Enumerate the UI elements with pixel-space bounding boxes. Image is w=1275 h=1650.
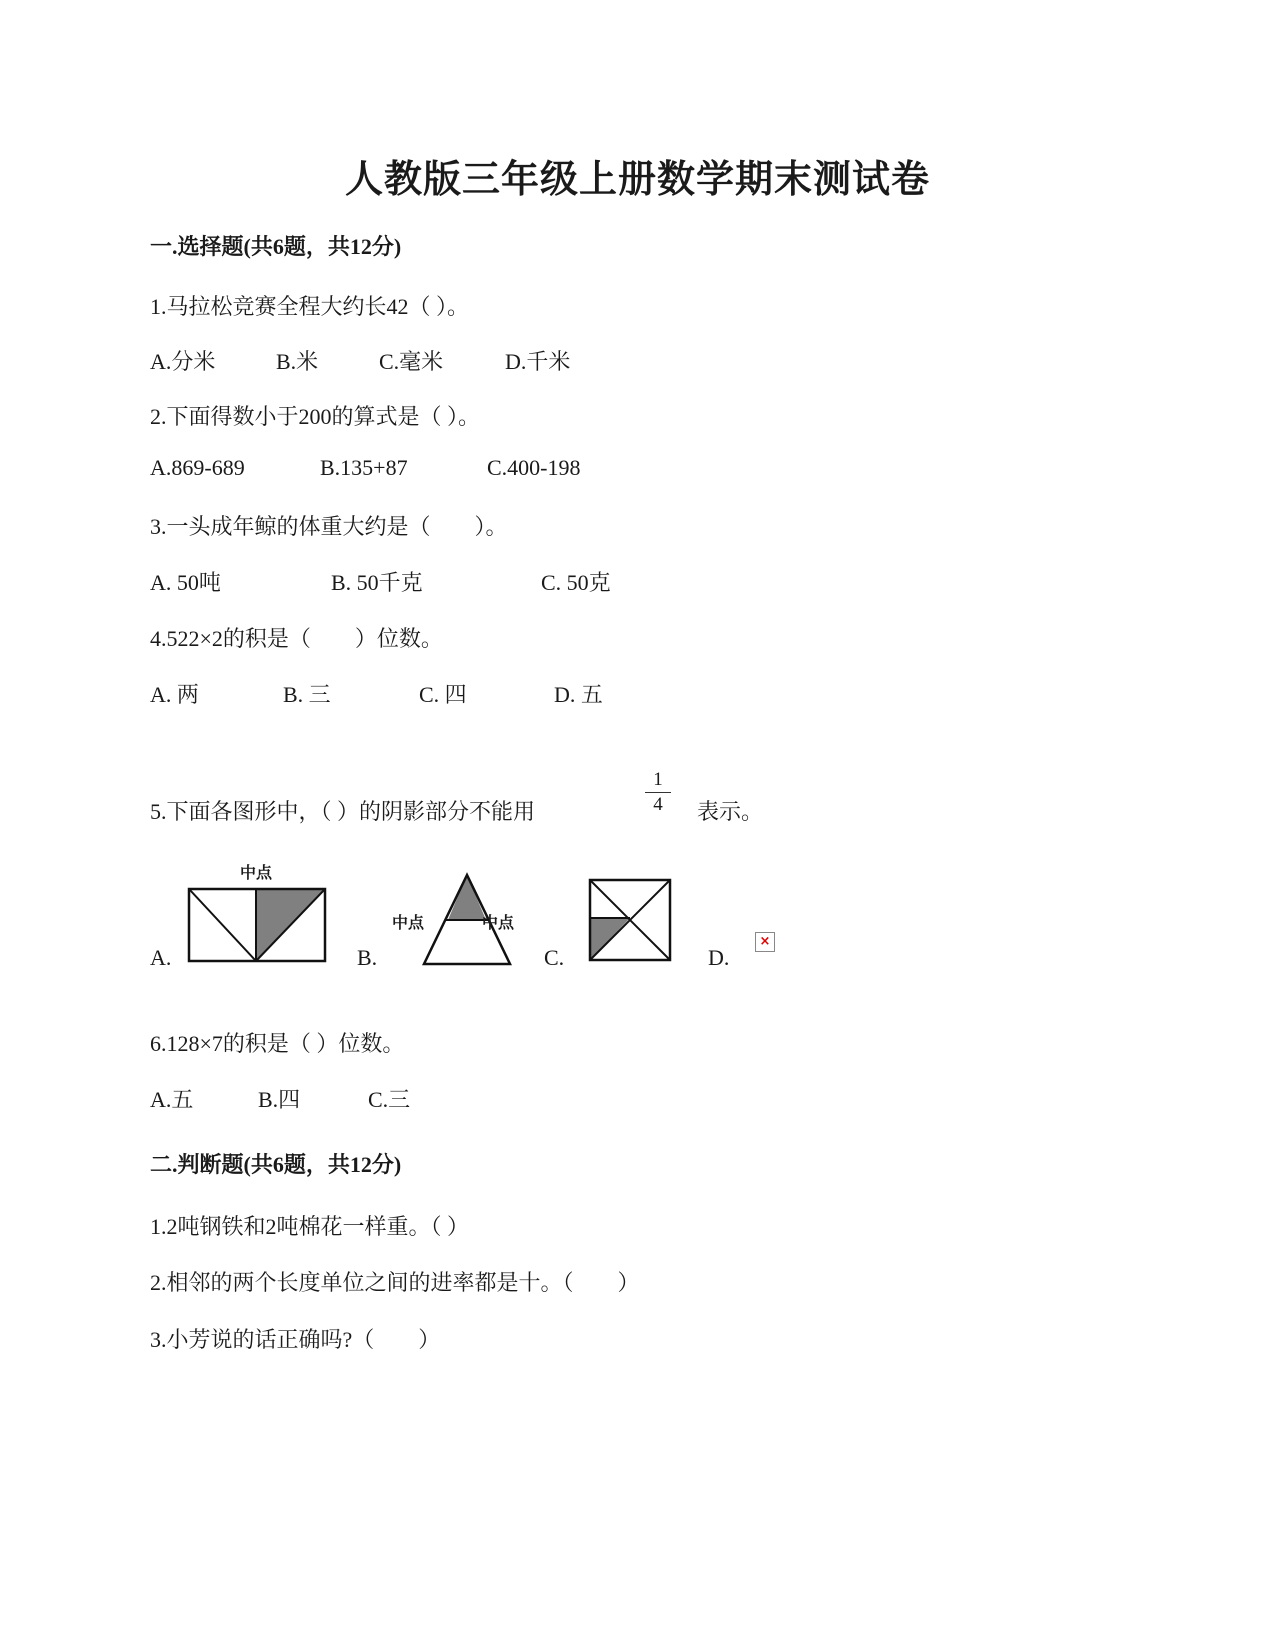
midpoint-label-b-right: 中点: [482, 913, 515, 932]
fraction-denominator: 4: [653, 794, 663, 815]
q1-option-d: D.千米: [505, 349, 571, 374]
fraction-bar: [645, 792, 671, 793]
q6-option-b: B.四: [258, 1087, 301, 1112]
q1-option-a: A.分米: [150, 349, 216, 374]
q4-option-b: B. 三: [283, 682, 331, 707]
q1-option-b: B.米: [276, 349, 319, 374]
question-5-text-after: 表示。: [697, 799, 764, 824]
figure-a-rectangle: [188, 888, 328, 963]
figure-c-square: [588, 878, 673, 963]
question-1-text: 1.马拉松竞赛全程大约长42（ ）。: [150, 294, 470, 319]
q5-option-b-label: B.: [357, 945, 378, 970]
question-2-text: 2.下面得数小于200的算式是（ ）。: [150, 404, 481, 429]
page-title: 人教版三年级上册数学期末测试卷: [344, 159, 930, 201]
section-heading-choice: 一.选择题(共6题，共12分): [150, 234, 402, 259]
q4-option-a: A. 两: [150, 682, 199, 707]
section-heading-judgement: 二.判断题(共6题，共12分): [150, 1152, 402, 1177]
midpoint-label-a: 中点: [240, 863, 273, 882]
judgement-2-text: 2.相邻的两个长度单位之间的进率都是十。（ ）: [150, 1270, 640, 1295]
figure-b-shaded-triangle: [448, 875, 486, 920]
q5-option-a-label: A.: [150, 945, 172, 970]
q6-option-c: C.三: [368, 1087, 411, 1112]
broken-image-icon: ×: [755, 932, 775, 952]
q6-option-a: A.五: [150, 1087, 194, 1112]
q2-option-a: A.869-689: [150, 455, 245, 480]
question-5-text: 5.下面各图形中，（ ）的阴影部分不能用: [150, 799, 536, 824]
q2-option-c: C.400-198: [487, 455, 581, 480]
q4-option-c: C. 四: [419, 682, 467, 707]
midpoint-label-b-left: 中点: [392, 913, 425, 932]
fraction-numerator: 1: [653, 769, 663, 790]
judgement-3-text: 3.小芳说的话正确吗?（ ）: [150, 1327, 441, 1352]
q3-option-b: B. 50千克: [331, 570, 423, 595]
q5-option-c-label: C.: [544, 945, 565, 970]
q2-option-b: B.135+87: [320, 455, 408, 480]
question-6-text: 6.128×7的积是（ ）位数。: [150, 1031, 405, 1056]
judgement-1-text: 1.2吨钢铁和2吨棉花一样重。（ ）: [150, 1214, 470, 1239]
q4-option-d: D. 五: [554, 682, 603, 707]
q3-option-a: A. 50吨: [150, 570, 221, 595]
q3-option-c: C. 50克: [541, 570, 611, 595]
question-4-text: 4.522×2的积是（ ）位数。: [150, 626, 443, 651]
q1-option-c: C.毫米: [379, 349, 444, 374]
q5-option-d-label: D.: [708, 945, 730, 970]
fraction-one-quarter: [645, 770, 671, 814]
question-3-text: 3.一头成年鲸的体重大约是（ ）。: [150, 514, 508, 539]
